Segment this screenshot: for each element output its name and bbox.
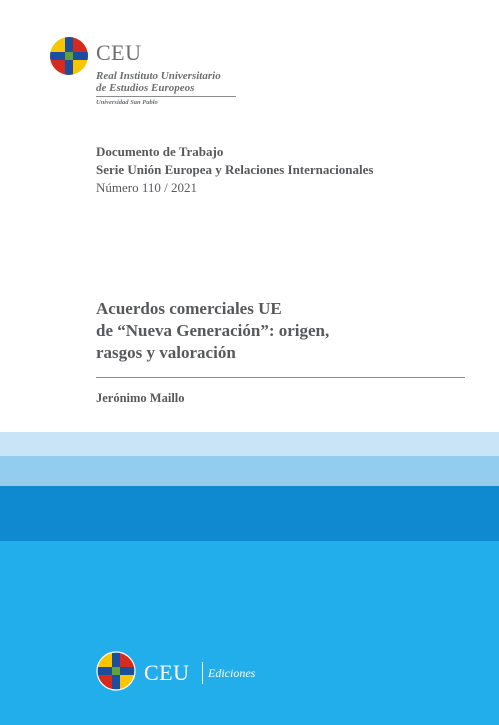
band-dark-blue: [0, 486, 499, 541]
brand-name: CEU: [96, 40, 142, 65]
footer-divider: [202, 662, 203, 684]
footer-brand-name: CEU: [144, 660, 190, 685]
institute-name-line1: Real Instituto Universitario: [96, 70, 221, 82]
title-line-1: Acuerdos comerciales UE: [96, 299, 282, 318]
ceu-cross-logo-icon: [96, 651, 136, 691]
band-main-blue: [0, 541, 499, 725]
title-divider: [96, 377, 465, 378]
document-type: Documento de Trabajo: [96, 144, 224, 159]
series-name: Serie Unión Europea y Relaciones Internacionales: [96, 162, 374, 177]
author-name: Jerónimo Maillo: [96, 391, 185, 405]
band-mid-blue: [0, 456, 499, 486]
band-light-blue: [0, 432, 499, 456]
title-line-3: rasgos y valoración: [96, 343, 236, 362]
issue-number: Número 110 / 2021: [96, 180, 197, 195]
institute-name-line2: de Estudios Europeos: [96, 82, 195, 94]
institute-divider: [96, 96, 236, 97]
document-title: [96, 298, 466, 364]
title-line-2: de “Nueva Generación”: origen,: [96, 321, 330, 340]
ceu-cross-logo-icon: [49, 36, 89, 76]
university-name: Universidad San Pablo: [96, 99, 158, 106]
footer-imprint: Ediciones: [208, 666, 256, 680]
